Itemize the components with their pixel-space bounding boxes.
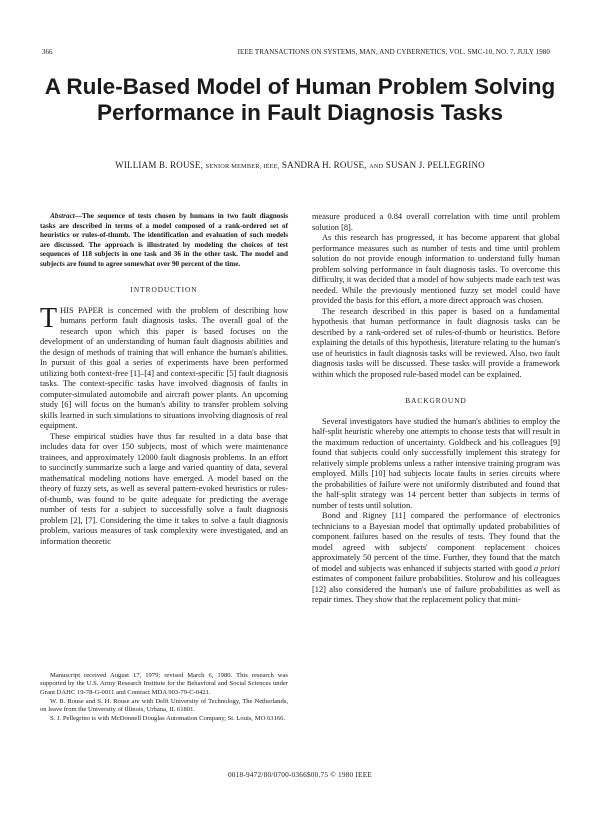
author-line (30, 160, 570, 170)
background-paragraph-2-a: Bond and Rigney [11] compared the performance of electronics technicians to a Bayesian model that optimally updated probabilities of component failures based on the results of tests. They found that the model agreed with subjects' component replacement choices approximately 50 percent of the time. Further, they found that the match of model and subjects was enhanced if subjects started with good (312, 511, 560, 573)
right-paragraph-1: As this research has progressed, it has become apparent that global performance measures such as number of tests and time until problem solution do not provide enough information to understand fully human problem solving performance in fault diagnosis tasks. To overcome this difficulty, it was decided that a model of how subjects made each test was needed. While the previously mentioned fuzzy set model could have provided the basis for this effort, a more direct approach was chosen. (312, 233, 560, 305)
intro-paragraph-1-text: HIS PAPER is concerned with the problem of describing how humans perform fault diagnosis tasks. The overall goal of the research upon which this paper is based focuses on the development of an understanding of human fault diagnosis abilities and the design of methods of training that will enhance the human's abilities. In pursuit of this goal a series of experiments have been performed utilizing both context-free [1]–[4] and context-specific [5] fault diagnosis tasks. The context-specific tasks have involved diagnosis of faults in computer-simulated automobile and aircraft power plants. An upcoming study [6] will focus on the human's ability to transfer problem solving skills learned in such simulations to situations involving diagnosis of real equipment. (40, 305, 288, 430)
background-paragraph-2-b: estimates of component failure probabilities. Stolurow and his colleagues [12] also considered the human's use of failure probabilities as well as repair times. They show that the replacement policy that mini- (312, 574, 560, 604)
author-2: SANDRA H. ROUSE, (281, 160, 367, 170)
copyright-line: 0018-9472/80/0700-0366$00.75 © 1980 IEEE (227, 770, 373, 779)
background-paragraph-2 (312, 511, 560, 606)
right-paragraph-2: The research described in this paper is based on a fundamental hypothesis that human performance in fault diagnosis tasks can be described by a rank-ordered set of rules-of-thumb or heuristics. Before explaining the details of this hypothesis, literature relating to the human's use of heuristics in fault diagnosis tasks will be reviewed. Also, two fault diagnosis tasks will be discussed. These tasks will provide a framework within which the proposed rule-based model can be explained. (312, 306, 560, 379)
intro-paragraph-1 (40, 302, 288, 432)
paper-title: A Rule-Based Model of Human Problem Solving Performance in Fault Diagnosis Tasks (44, 74, 556, 125)
author-3: SUSAN J. PELLEGRINO (385, 160, 485, 170)
footnote-pellegrino: S. J. Pellegrino is with McDonnell Douglas Automation Company, St. Louis, MO 63166. (50, 715, 286, 723)
footnote-rouse: W. B. Rouse and S. H. Rouse are with Delft University of Technology, The Netherlands, on leave from the University of Illinois, Urbana, IL 61801. (40, 697, 288, 714)
intro-paragraph-2: These empirical studies have thus far resulted in a data base that includes data for over 150 subjects, most of which were maintenance trainees, and approximately 12000 fault diagnosis problems. In an effort to succinctly summarize such a large and varied quantity of data, several mathematical modeling notions have emerged. A model based on the theory of fuzzy sets, as well as several pattern-evoked heuristics or rules-of-thumb, was found to be quite adequate for predicting the average number of tests for a subject to successfully solve a fault diagnosis problem [2], [7]. Considering the time it takes to solve a fault diagnosis problem, various measures of task complexity were investigated, and an information theoretic (40, 431, 288, 546)
drop-cap: T (40, 302, 58, 334)
section-heading-background: BACKGROUND (405, 396, 467, 405)
journal-header: IEEE TRANSACTIONS ON SYSTEMS, MAN, AND CYBERNETICS, VOL. SMC-10, NO. 7, JULY 1980 (237, 48, 550, 56)
right-paragraph-0: measure produced a 0.84 overall correlation with time until problem solution [8]. (312, 212, 560, 232)
page-number: 366 (42, 48, 53, 56)
abstract-label: Abstract— (50, 212, 82, 220)
abstract (40, 212, 288, 269)
footnotes (40, 672, 288, 725)
author-1: WILLIAM B. ROUSE, (115, 160, 204, 170)
footnote-manuscript: Manuscript received August 17, 1979; revised March 6, 1980. This research was supported by the U.S. Army Research Institute for the Behavioral and Social Sciences under Grant DAHC 19-78-G-0011 and Contract MDA 903-79-C-0421. (40, 672, 288, 696)
section-heading-introduction: INTRODUCTION (130, 285, 198, 294)
author-and: AND (369, 163, 384, 170)
background-paragraph-1: Several investigators have studied the human's abilities to employ the half-split heuristic whereby one attempts to choose tests that will result in the maximum reduction of uncertainty. Goldbeck and his colleagues [9] found that subjects could only successfully implement this strategy for relatively simple problems unless a rather intensive training program was employed. Mills [10] had subjects locate faults in series circuits where the probabilities of failure were not uniformly distributed and found that the half-split strategy was 14 percent better than subjects in terms of number of tests until solution. (312, 416, 560, 510)
left-column (40, 212, 288, 547)
right-column (312, 212, 560, 606)
abstract-text: The sequence of tests chosen by humans in two fault diagnosis tasks are described in terms of a model composed of a rank-ordered set of heuristics or rules-of-thumb. The identification and evaluation of such models are discussed. The approach is illustrated by modeling the choices of test sequences of 118 subjects in one task and 36 in the other task. The model and subjects are found to agree somewhat over 90 percent of the time. (40, 212, 288, 268)
author-1-role: SENIOR MEMBER, IEEE, (205, 163, 280, 170)
a-priori-term: a priori (534, 563, 560, 573)
